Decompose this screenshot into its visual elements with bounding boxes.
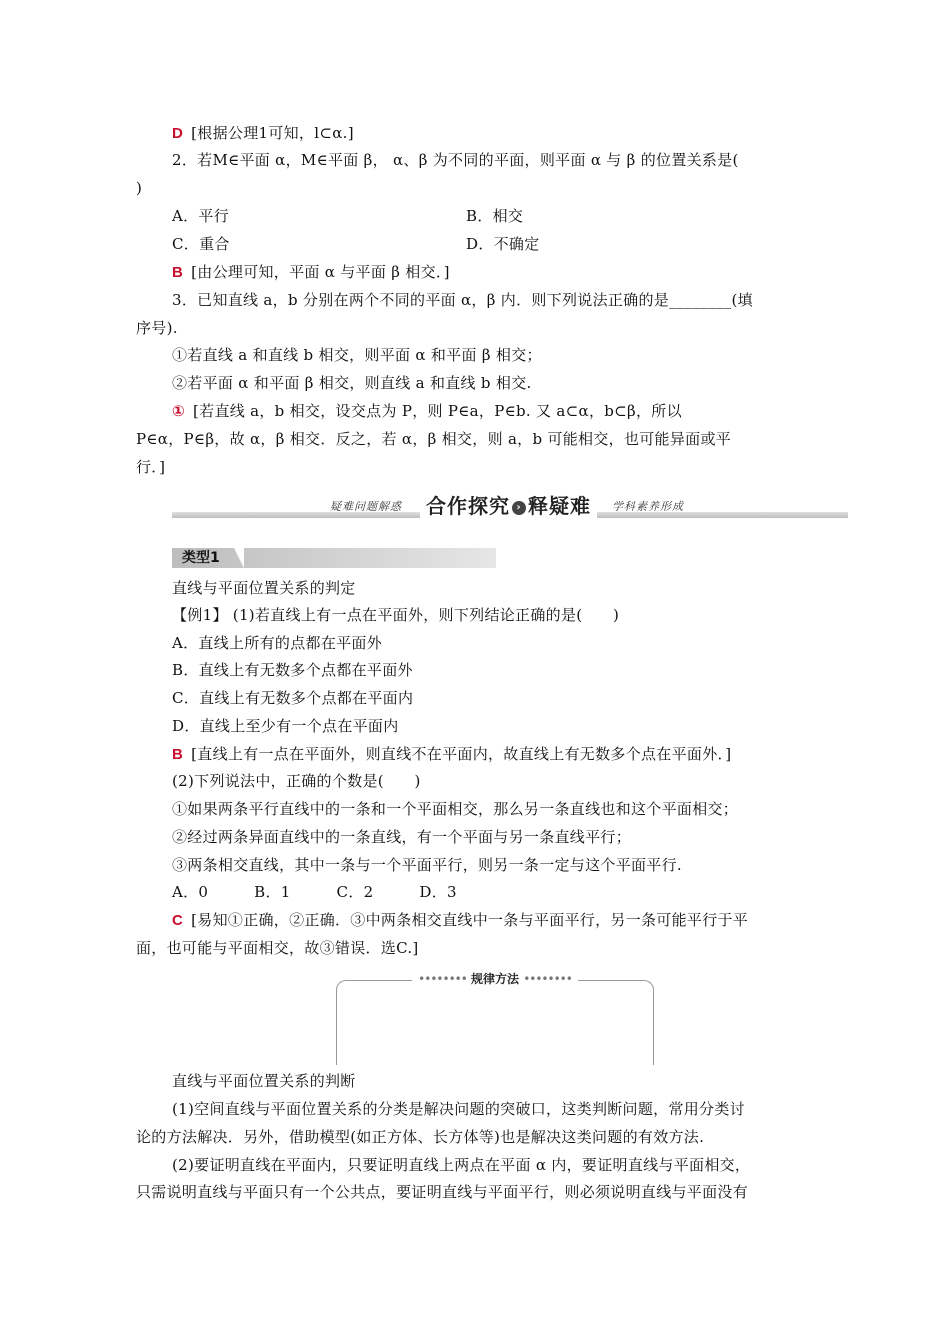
line-text: D．直线上至少有一个点在平面内 — [172, 717, 399, 735]
text-line — [172, 799, 738, 819]
answer-label: B — [172, 746, 184, 763]
banner-title — [420, 490, 597, 519]
line-text: [根据公理1可知，l⊂α.] — [191, 124, 354, 142]
type-tag — [172, 548, 496, 568]
text-line — [172, 262, 450, 283]
text-line — [172, 660, 413, 680]
line-text: ①若直线 a 和直线 b 相交，则平面 α 和平面 β 相交； — [172, 346, 542, 364]
banner-title-a: 合作探究 — [426, 494, 510, 518]
banner-title-b: 释疑难 — [528, 494, 591, 518]
line-text: ②经过两条异面直线中的一条直线，有一个平面与另一条直线平行； — [172, 828, 632, 846]
line-text: 面，也可能与平面相交，故③错误．选C.] — [136, 939, 419, 957]
line-text: [易知①正确，②正确．③中两条相交直线中一条与平面平行，另一条可能平行于平 — [191, 911, 749, 929]
method-title-text: 规律方法 — [470, 972, 520, 986]
section-banner — [172, 490, 848, 526]
answer-label: ① — [172, 403, 186, 420]
text-line — [136, 938, 419, 958]
line-text: ) — [136, 179, 143, 197]
line-text: (1)空间直线与平面位置关系的分类是解决问题的突破口，这类判断问题，常用分类讨 — [172, 1100, 745, 1118]
dots-left: •••••••• — [418, 972, 467, 986]
dots-right: •••••••• — [523, 972, 572, 986]
text-line — [136, 178, 142, 198]
text-line — [172, 1155, 750, 1175]
text-line — [172, 290, 753, 310]
line-text: B．相交 — [466, 207, 524, 225]
line-text: A．0 B．1 C．2 D．3 — [172, 883, 457, 901]
line-text: C．直线上有无数多个点都在平面内 — [172, 689, 414, 707]
line-text: 序号). — [136, 319, 178, 337]
text-line — [136, 1127, 704, 1147]
text-line — [172, 744, 731, 765]
line-text: (2)下列说法中，正确的个数是( ) — [172, 772, 421, 790]
line-text: [若直线 a，b 相交，设交点为 P，则 P∈a，P∈b. 又 a⊂α，b⊂β，所以 — [193, 402, 682, 420]
line-text: [直线上有一点在平面外，则直线不在平面内，故直线上有无数多个点在平面外．] — [191, 745, 732, 763]
line-text: (2)要证明直线在平面内，只要证明直线上两点在平面 α 内，要证明直线与平面相交， — [172, 1156, 751, 1174]
method-box-title — [412, 970, 578, 987]
line-text: ②若平面 α 和平面 β 相交，则直线 a 和直线 b 相交. — [172, 374, 532, 392]
line-text: ①如果两条平行直线中的一条和一个平面相交，那么另一条直线也和这个平面相交； — [172, 800, 739, 818]
line-text: D．不确定 — [466, 235, 540, 253]
text-line — [172, 373, 532, 393]
method-box-border — [336, 980, 654, 1065]
arrow-icon: › — [512, 501, 526, 515]
banner-right-text: 学科素养形成 — [612, 500, 684, 513]
line-text: 3．已知直线 a，b 分别在两个不同的平面 α，β 内．则下列说法正确的是________(填 — [172, 291, 753, 309]
text-line — [172, 882, 457, 902]
text-line — [136, 429, 731, 449]
text-line — [172, 688, 413, 708]
line-text: 【例1】 (1)若直线上有一点在平面外，则下列结论正确的是( ) — [172, 606, 620, 624]
text-line — [172, 605, 619, 625]
text-line — [172, 1071, 356, 1091]
line-text: 直线与平面位置关系的判断 — [172, 1072, 356, 1090]
text-line — [172, 578, 356, 598]
text-line — [172, 827, 631, 847]
line-text: 直线与平面位置关系的判定 — [172, 579, 356, 597]
line-text: A．直线上所有的点都在平面外 — [172, 634, 383, 652]
method-box — [336, 970, 654, 1065]
text-line — [172, 633, 382, 653]
text-line — [172, 771, 421, 791]
line-text: 行．] — [136, 458, 166, 476]
line-text: 论的方法解决．另外，借助模型(如正方体、长方体等)也是解决这类问题的有效方法. — [136, 1128, 705, 1146]
text-line — [136, 318, 178, 338]
answer-label: B — [172, 264, 184, 281]
line-text: [由公理可知，平面 α 与平面 β 相交．] — [191, 263, 450, 281]
text-line — [466, 206, 523, 226]
text-line — [136, 1182, 748, 1202]
answer-label: D — [172, 125, 184, 142]
line-text: A．平行 — [172, 207, 230, 225]
text-line — [136, 457, 165, 477]
text-line — [172, 345, 542, 365]
line-text: B．直线上有无数多个点都在平面外 — [172, 661, 413, 679]
text-line — [172, 206, 229, 226]
answer-label: C — [172, 912, 184, 929]
line-text: C．重合 — [172, 235, 230, 253]
text-line — [466, 234, 540, 254]
line-text: P∈α，P∈β，故 α，β 相交．反之，若 α，β 相交，则 a，b 可能相交，也可能异面或平 — [136, 430, 732, 448]
line-text: ③两条相交直线，其中一条与一个平面平行，则另一条一定与这个平面平行. — [172, 856, 682, 874]
type-tag-label: 类型1 — [182, 550, 220, 566]
line-text: 2．若M∈平面 α，M∈平面 β， α、β 为不同的平面，则平面 α 与 β 的位置关系是( — [172, 151, 739, 169]
text-line — [172, 150, 739, 170]
text-line — [172, 855, 682, 875]
tag-notch — [234, 548, 244, 568]
text-line — [172, 123, 354, 144]
text-line — [172, 910, 748, 931]
line-text: 只需说明直线与平面只有一个公共点，要证明直线与平面平行，则必须说明直线与平面没有 — [136, 1183, 749, 1201]
text-line — [172, 716, 399, 736]
text-line — [172, 1099, 745, 1119]
text-line — [172, 401, 682, 422]
banner-left-text: 疑难问题解惑 — [330, 500, 402, 513]
text-line — [172, 234, 230, 254]
